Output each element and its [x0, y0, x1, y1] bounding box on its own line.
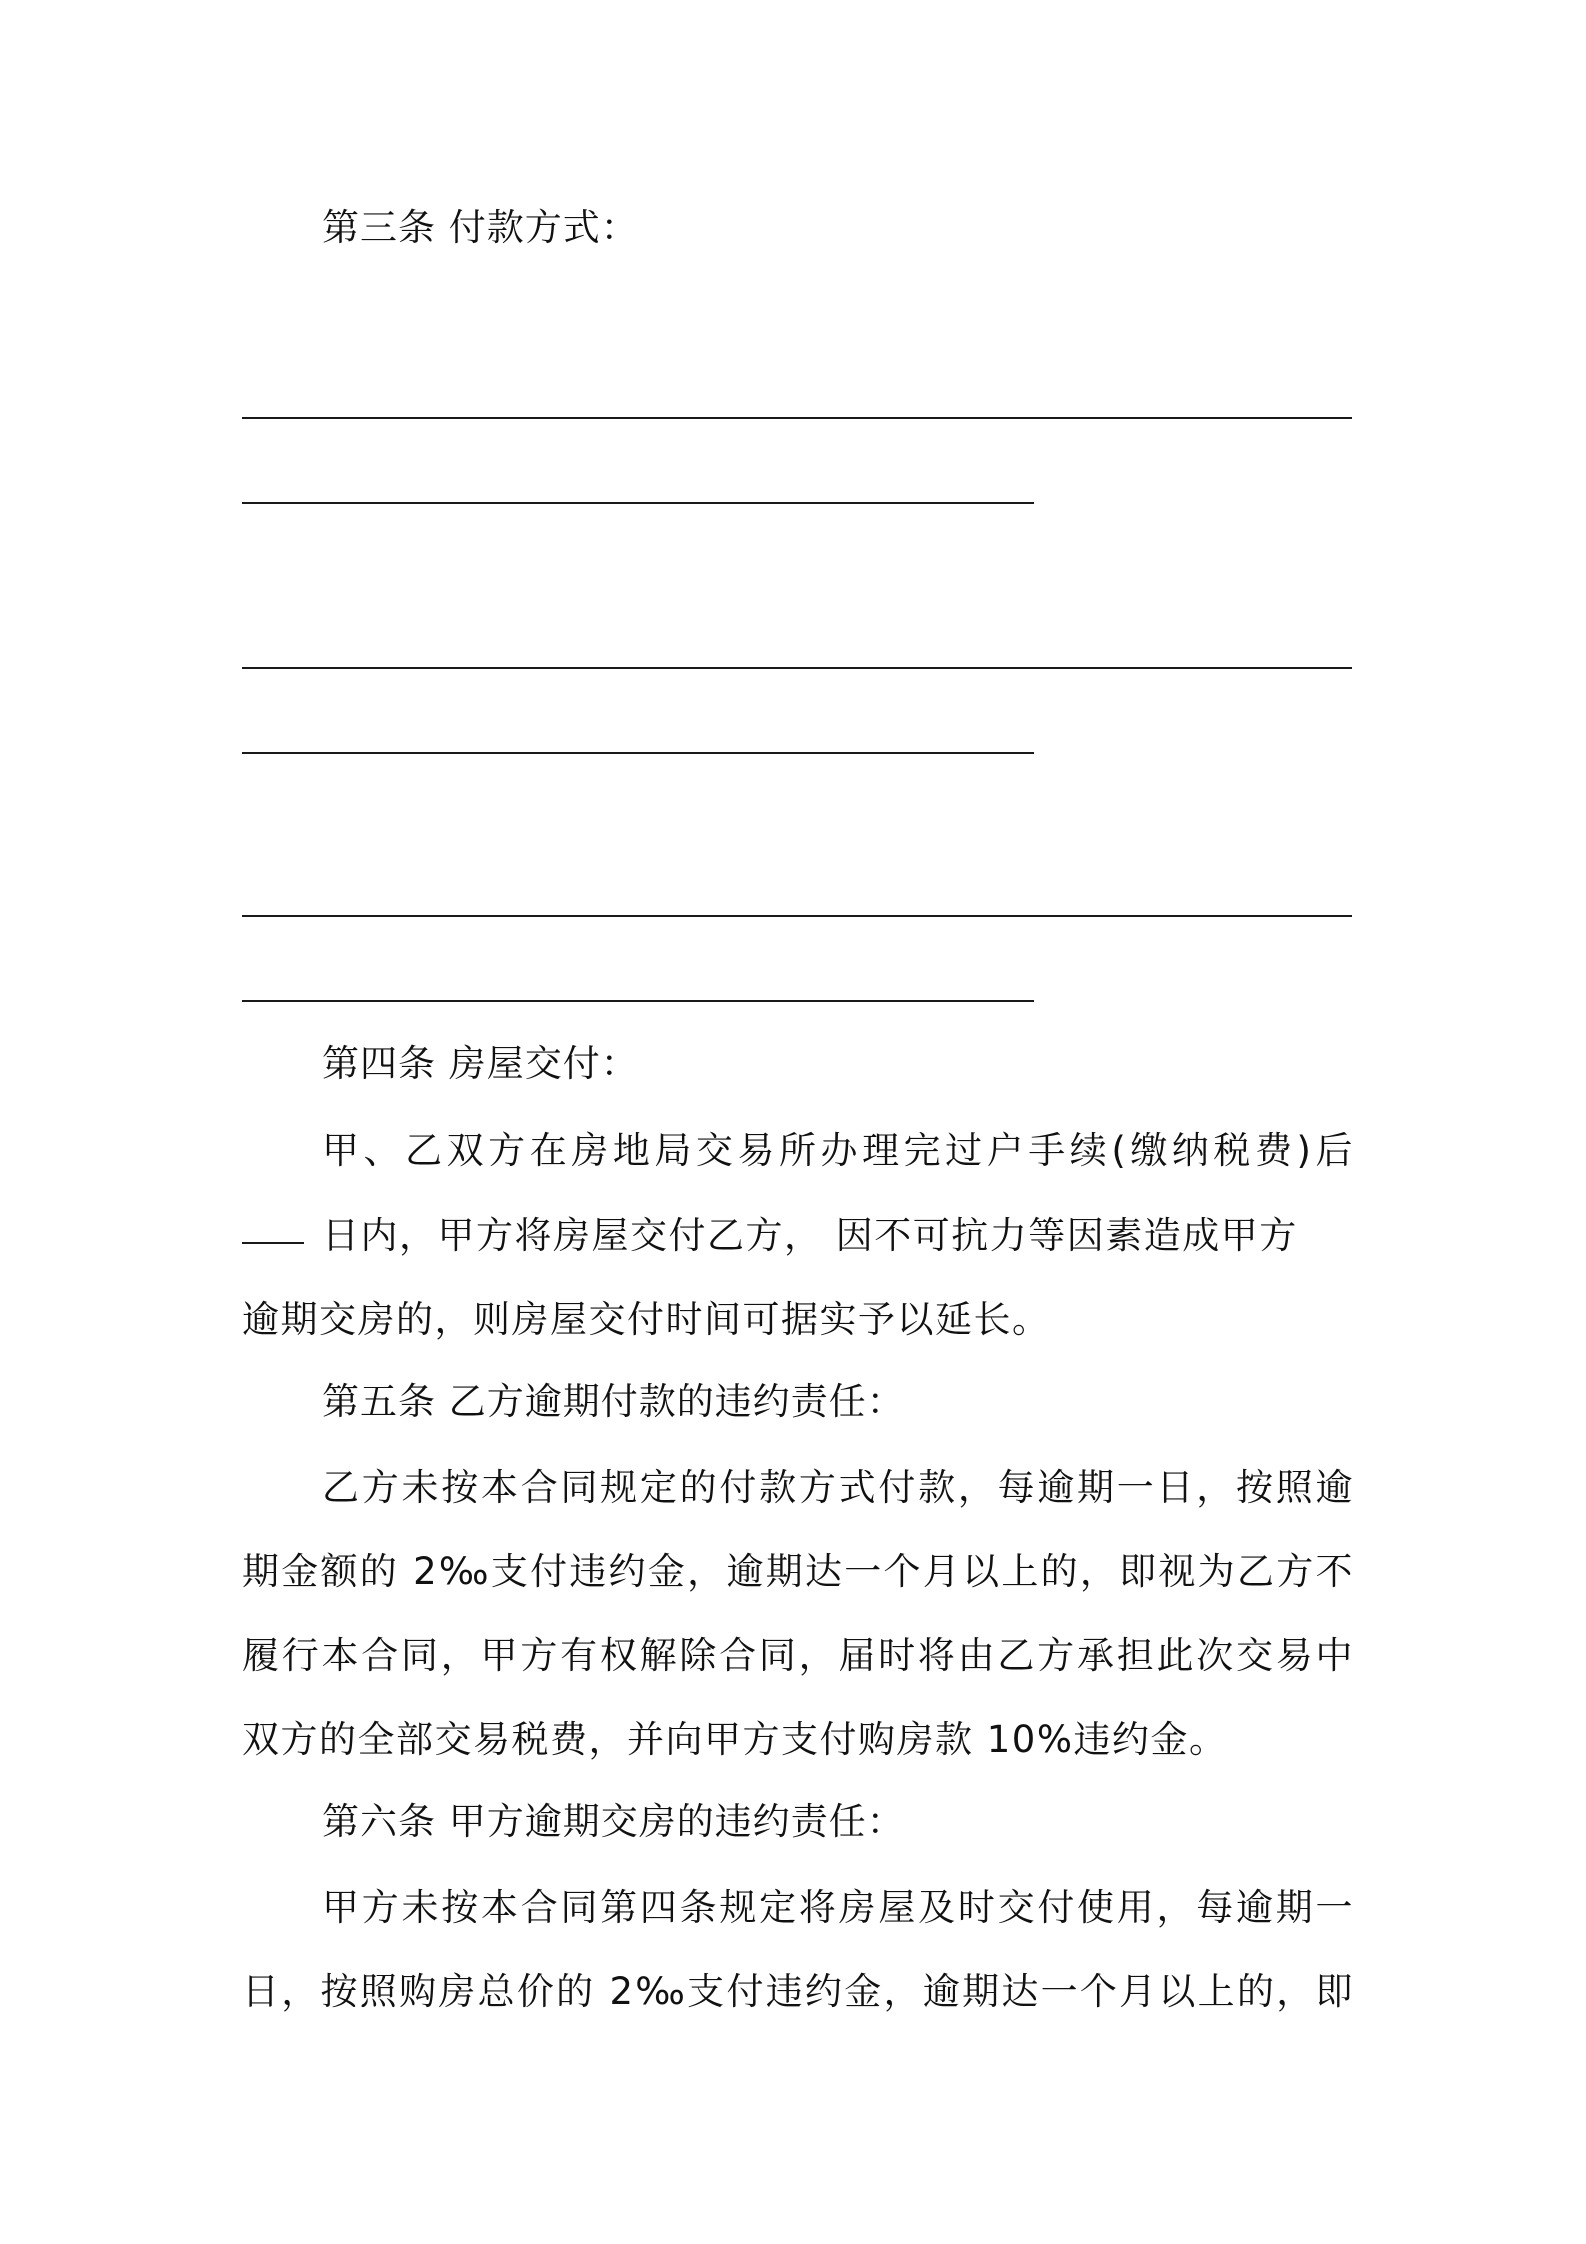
article-5-heading: 第五条 乙方逾期付款的违约责任：	[322, 1380, 905, 1423]
article-4-line	[242, 1212, 1354, 1260]
payment-blank-line-3a	[242, 915, 1352, 917]
article-6-heading: 第六条 甲方逾期交房的违约责任：	[322, 1800, 905, 1843]
article-5-line: 履行本合同，甲方有权解除合同，届时将由乙方承担此次交易中	[242, 1634, 1354, 1677]
article-6-line: 日，按照购房总价的 2‰支付违约金，逾期达一个月以上的，即	[242, 1970, 1354, 2013]
days-blank	[242, 1242, 304, 1244]
payment-blank-line-1b	[242, 502, 1034, 504]
article-5-line: 双方的全部交易税费，并向甲方支付购房款 10%违约金。	[242, 1718, 1228, 1761]
article-4-heading: 第四条 房屋交付：	[322, 1042, 639, 1085]
article-3-heading: 第三条 付款方式：	[322, 206, 639, 249]
payment-blank-line-1a	[242, 417, 1352, 419]
article-4-line-text: 日内，甲方将房屋交付乙方， 因不可抗力等因素造成甲方	[322, 1214, 1298, 1257]
payment-blank-line-2b	[242, 752, 1034, 754]
article-6-line: 甲方未按本合同第四条规定将房屋及时交付使用，每逾期一	[322, 1886, 1354, 1929]
article-4-line: 甲、乙双方在房地局交易所办理完过户手续(缴纳税费)后	[322, 1129, 1354, 1172]
article-5-line: 期金额的 2‰支付违约金，逾期达一个月以上的，即视为乙方不	[242, 1550, 1354, 1593]
article-5-line: 乙方未按本合同规定的付款方式付款，每逾期一日，按照逾	[322, 1466, 1354, 1509]
article-4-line: 逾期交房的，则房屋交付时间可据实予以延长。	[242, 1298, 1051, 1341]
payment-blank-line-3b	[242, 1000, 1034, 1002]
payment-blank-line-2a	[242, 667, 1352, 669]
